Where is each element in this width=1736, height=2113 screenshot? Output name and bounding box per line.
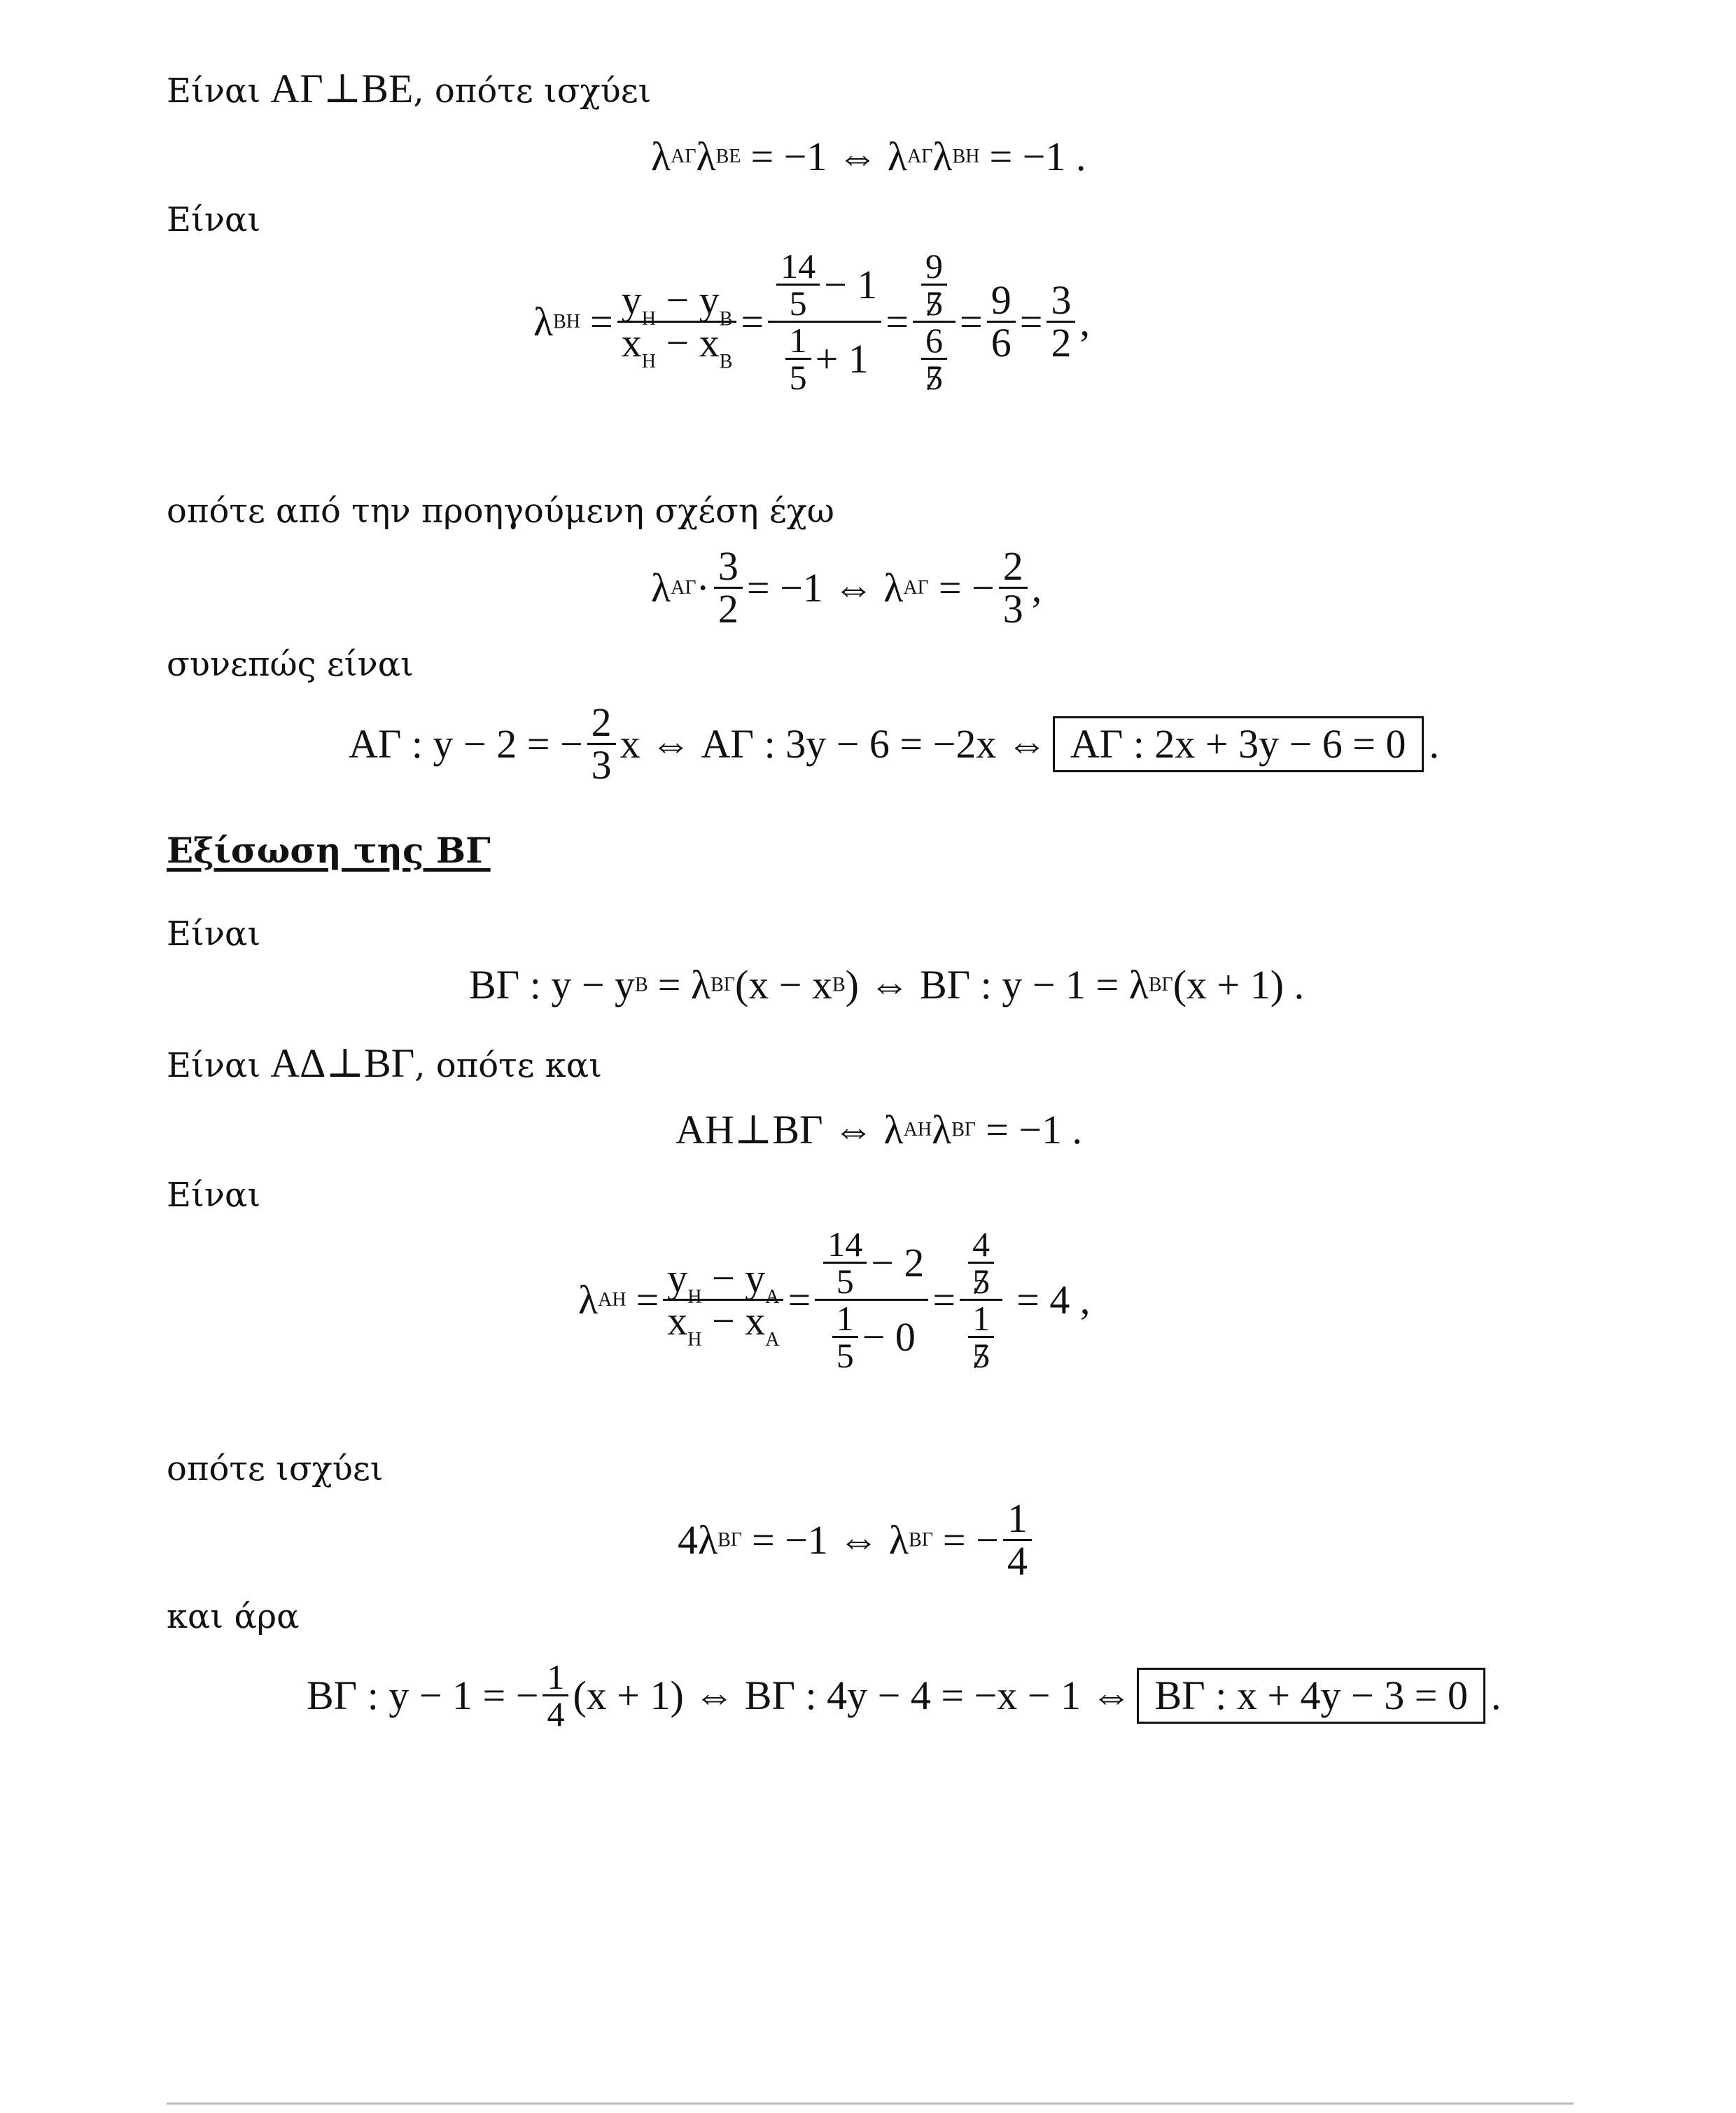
fraction: $\frac{1}{4}$ xyxy=(542,1659,568,1731)
boxed-result-ag: ΑΓ : 2x + 3y − 6 = 0 xyxy=(1053,716,1424,772)
compound-fraction: $\frac{14}{5}$ − 2 $\frac{1}{5}$ − 0 xyxy=(815,1227,928,1373)
equals-sign: = xyxy=(960,298,983,344)
equation-part: ΒΓ : y − y xyxy=(469,962,636,1007)
equation-end: . xyxy=(1490,1672,1502,1718)
equation-3: λ ΑΓ · $\frac{3}{2}$ = −1 ⇔ λ ΑΓ = − $\frac{2}{3}$ , xyxy=(651,543,1042,632)
paragraph-7-text: Είναι xyxy=(167,1176,261,1215)
lambda-symbol: λ xyxy=(651,564,671,611)
paragraph-2 xyxy=(167,200,261,239)
equation-5: ΒΓ : y − y Β = λ ΒΓ (x − x Β ) ⇔ ΒΓ : y − 1 = λ ΒΓ (x + 1) . xyxy=(469,962,1305,1007)
slope-formula-fraction: $\frac{y_H - y_A}{x_H - x_A}$ xyxy=(663,1258,783,1341)
cancelled-fraction: $\frac{\frac{4}{5}}{\frac{1}{5}}$ xyxy=(960,1227,1002,1373)
cancelled-digit: 5 xyxy=(972,1336,990,1375)
equation-middle: x ⇔ ΑΓ : 3y − 6 = −2x ⇔ xyxy=(620,720,1047,767)
equation-4 xyxy=(349,699,1440,788)
paragraph-5-text: Είναι xyxy=(167,914,261,954)
paragraph-1 xyxy=(167,66,652,111)
lambda-symbol: λ xyxy=(533,298,554,344)
paragraph-4-text: συνεπώς είναι xyxy=(167,645,414,684)
cancelled-fraction: $\frac{\frac{9}{5}}{\frac{6}{5}}$ xyxy=(913,249,955,395)
equation-end: = −1 . xyxy=(986,1107,1083,1152)
paragraph-4 xyxy=(167,645,414,684)
equation-start: ΑΓ : y − 2 = − xyxy=(349,720,583,767)
fraction: $\frac{2}{3}$ xyxy=(999,546,1028,629)
equation-8: 4λ ΒΓ = −1 ⇔ λ ΒΓ = − $\frac{1}{4}$ xyxy=(678,1498,1036,1582)
equation-7: λ ΑΗ = $\frac{y_H - y_A}{x_H - x_A}$ = $\frac{14}{5}$ − 2 $\frac{1}{5}$ − 0 = $\frac{\frac{4}{5}}{\frac{1}{5}}$ = 4 , xyxy=(578,1225,1091,1375)
fraction: $\frac{1}{4}$ xyxy=(1003,1498,1032,1582)
paragraph-1-text: Είναι xyxy=(167,71,261,111)
paragraph-3 xyxy=(167,491,834,531)
lambda-symbol: λ xyxy=(932,134,953,179)
equation-start: ΒΓ : y − 1 = − xyxy=(307,1672,539,1718)
compound-fraction: $\frac{14}{5}$ − 1 $\frac{1}{5}$ + 1 xyxy=(768,249,881,395)
paragraph-8-text: οπότε ισχύει xyxy=(167,1449,384,1488)
equation-part: 4λ xyxy=(678,1516,718,1563)
fraction: $\frac{9}{6}$ xyxy=(987,280,1016,363)
lambda-symbol: λ xyxy=(651,134,671,179)
cancelled-digit: 5 xyxy=(972,1262,990,1301)
cancelled-digit: 5 xyxy=(925,358,944,397)
equation-end: , xyxy=(1031,564,1042,611)
multiplication-dot: · xyxy=(696,564,710,611)
equation-part: λ xyxy=(932,1107,952,1152)
equation-part: ) ⇔ ΒΓ : y − 1 = λ xyxy=(845,962,1149,1007)
paragraph-1-rest: , οπότε ισχύει xyxy=(413,71,652,111)
paragraph-6-math: ΑΔ⊥ΒΓ xyxy=(270,1040,415,1086)
equation-2: λ ΒΗ = $\frac{y_H - y_B}{x_H - x_B}$ = $\frac{14}{5}$ − 1 $\frac{1}{5}$ + 1 = $\frac{\frac{9}{5}}{\frac{6}{5}}$ = $\frac{9}{6}$ = $\frac{3}{2}$ , xyxy=(533,246,1090,397)
paragraph-9 xyxy=(167,1597,300,1636)
equation-1: λ ΑΓ λ ΒΕ = −1 ⇔ λ ΑΓ λ ΒΗ = −1 . xyxy=(651,134,1086,179)
equation-9 xyxy=(307,1657,1502,1734)
equals-sign: = xyxy=(886,298,909,344)
equation-part: (x − x xyxy=(734,962,832,1007)
paragraph-2-text: Είναι xyxy=(167,200,261,239)
equation-part: = − xyxy=(942,1516,999,1563)
fraction: $\frac{2}{3}$ xyxy=(587,702,616,786)
paragraph-7 xyxy=(167,1176,261,1215)
equals-sign: = xyxy=(636,1276,659,1323)
equals-sign: = xyxy=(932,1276,956,1323)
equation-part: (x + 1) . xyxy=(1172,962,1305,1007)
lambda-symbol: λ xyxy=(887,134,907,179)
boxed-result-bg: ΒΓ : x + 4y − 3 = 0 xyxy=(1137,1668,1485,1724)
equation-part: = −1 ⇔ λ xyxy=(752,1516,909,1563)
equation-6: ΑΗ⊥ΒΓ ⇔ λ ΑΗ λ ΒΓ = −1 . xyxy=(676,1107,1083,1152)
paragraph-8 xyxy=(167,1449,384,1488)
equals-sign: = xyxy=(788,1276,811,1323)
equation-end: . xyxy=(1429,720,1440,767)
paragraph-1-math: ΑΓ⊥ΒΕ xyxy=(270,66,414,111)
equation-operator: = − xyxy=(938,564,995,611)
paragraph-6-rest: , οπότε και xyxy=(414,1046,603,1085)
footer-rule xyxy=(167,2102,1574,2105)
fraction: $\frac{3}{2}$ xyxy=(714,546,743,629)
equation-end: , xyxy=(1079,298,1090,344)
paragraph-3-text: οπότε από την προηγούμενη σχέση έχω xyxy=(167,491,834,531)
fraction: $\frac{3}{2}$ xyxy=(1046,280,1075,363)
cancelled-digit: 5 xyxy=(925,284,944,323)
equals-sign: = xyxy=(590,298,613,344)
equation-end: = 4 , xyxy=(1016,1276,1091,1323)
equation-end: = −1 . xyxy=(989,134,1086,179)
equals-sign: = xyxy=(1019,298,1043,344)
section-heading xyxy=(167,830,491,871)
equation-part: ΑΗ⊥ΒΓ ⇔ λ xyxy=(676,1107,904,1152)
equation-middle: (x + 1) ⇔ ΒΓ : 4y − 4 = −x − 1 ⇔ xyxy=(573,1672,1132,1718)
lambda-symbol: λ xyxy=(883,564,904,611)
slope-formula-fraction: $\frac{y_H - y_B}{x_H - x_B}$ xyxy=(617,280,737,363)
equation-part: = λ xyxy=(657,962,711,1007)
equation-operator: = −1 ⇔ xyxy=(750,134,878,179)
paragraph-6-text: Είναι xyxy=(167,1046,261,1085)
equation-operator: = −1 ⇔ xyxy=(746,564,874,611)
paragraph-6 xyxy=(167,1040,603,1086)
section-heading-text: Εξίσωση της ΒΓ xyxy=(167,830,491,871)
lambda-symbol: λ xyxy=(578,1276,598,1323)
paragraph-5 xyxy=(167,914,261,954)
paragraph-9-text: και άρα xyxy=(167,1597,300,1636)
equals-sign: = xyxy=(741,298,764,344)
lambda-symbol: λ xyxy=(696,134,716,179)
